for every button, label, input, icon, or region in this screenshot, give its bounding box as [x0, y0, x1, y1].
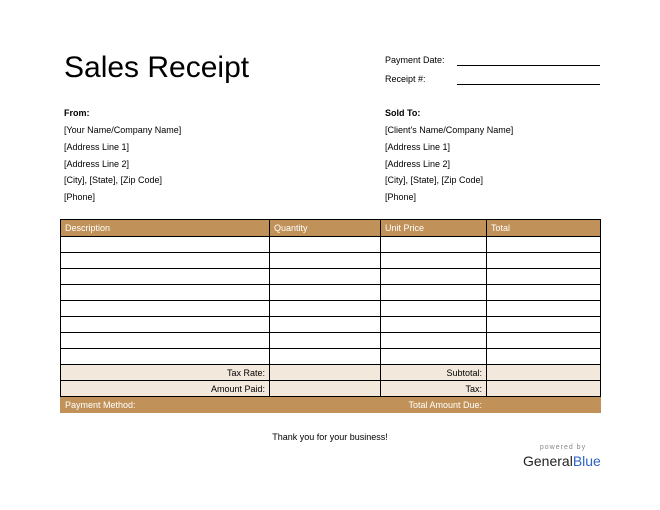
tax-subtotal-row	[61, 365, 601, 381]
unit-price-cell[interactable]	[381, 301, 487, 317]
sold-to-line: [Address Line 1]	[385, 142, 451, 152]
total-cell[interactable]	[487, 253, 601, 269]
sold-to-heading: Sold To:	[385, 108, 421, 118]
quantity-cell[interactable]	[270, 349, 381, 365]
sold-to-line: [City], [State], [Zip Code]	[385, 175, 484, 185]
total-cell[interactable]	[487, 333, 601, 349]
table-row	[61, 317, 601, 333]
payment-method-value[interactable]	[270, 397, 381, 413]
from-line: [Address Line 1]	[64, 142, 130, 152]
quantity-cell[interactable]	[270, 237, 381, 253]
brand-name-blue: Blue	[572, 453, 601, 469]
from-line: [Your Name/Company Name]	[64, 125, 182, 135]
subtotal-label: Subtotal:	[381, 365, 487, 381]
quantity-cell[interactable]	[270, 285, 381, 301]
unit-price-cell[interactable]	[381, 317, 487, 333]
table-row	[61, 301, 601, 317]
sold-to-line: [Phone]	[385, 192, 417, 202]
description-cell[interactable]	[61, 237, 270, 253]
total-due-value[interactable]	[487, 397, 601, 413]
description-cell[interactable]	[61, 333, 270, 349]
brand-name-general: General	[523, 453, 573, 469]
table-row	[61, 285, 601, 301]
column-header-unit-price: Unit Price	[381, 220, 487, 237]
payment-date-label: Payment Date:	[385, 55, 445, 65]
unit-price-cell[interactable]	[381, 253, 487, 269]
table-row	[61, 349, 601, 365]
quantity-cell[interactable]	[270, 333, 381, 349]
description-cell[interactable]	[61, 317, 270, 333]
description-cell[interactable]	[61, 253, 270, 269]
receipt-number-label: Receipt #:	[385, 74, 426, 84]
subtotal-value[interactable]	[487, 365, 601, 381]
from-heading: From:	[64, 108, 90, 118]
unit-price-cell[interactable]	[381, 333, 487, 349]
total-cell[interactable]	[487, 301, 601, 317]
thank-you-note: Thank you for your business!	[272, 432, 388, 442]
tax-label: Tax:	[381, 381, 487, 397]
quantity-cell[interactable]	[270, 317, 381, 333]
from-line: [Phone]	[64, 192, 96, 202]
payment-date-field[interactable]	[457, 65, 600, 66]
description-cell[interactable]	[61, 301, 270, 317]
description-cell[interactable]	[61, 349, 270, 365]
tax-rate-value[interactable]	[270, 365, 381, 381]
receipt-number-field[interactable]	[457, 84, 600, 85]
unit-price-cell[interactable]	[381, 269, 487, 285]
tax-value[interactable]	[487, 381, 601, 397]
sold-to-line: [Client's Name/Company Name]	[385, 125, 514, 135]
quantity-cell[interactable]	[270, 269, 381, 285]
total-due-label: Total Amount Due:	[381, 397, 487, 413]
paid-tax-row	[61, 381, 601, 397]
items-table	[60, 219, 601, 413]
unit-price-cell[interactable]	[381, 285, 487, 301]
payment-method-label: Payment Method:	[61, 397, 270, 413]
unit-price-cell[interactable]	[381, 237, 487, 253]
quantity-cell[interactable]	[270, 253, 381, 269]
powered-by-label: powered by	[539, 444, 587, 451]
brand-logo	[523, 453, 601, 469]
amount-paid-value[interactable]	[270, 381, 381, 397]
column-header-description: Description	[61, 220, 270, 237]
quantity-cell[interactable]	[270, 301, 381, 317]
table-row	[61, 253, 601, 269]
table-row	[61, 333, 601, 349]
table-header-row	[61, 220, 601, 237]
unit-price-cell[interactable]	[381, 349, 487, 365]
total-cell[interactable]	[487, 269, 601, 285]
column-header-quantity: Quantity	[270, 220, 381, 237]
page-title: Sales Receipt	[64, 51, 250, 84]
tax-rate-label: Tax Rate:	[61, 365, 270, 381]
from-line: [Address Line 2]	[64, 159, 130, 169]
table-row	[61, 237, 601, 253]
sold-to-line: [Address Line 2]	[385, 159, 451, 169]
payment-footer-row	[61, 397, 601, 413]
total-cell[interactable]	[487, 237, 601, 253]
total-cell[interactable]	[487, 285, 601, 301]
column-header-total: Total	[487, 220, 601, 237]
description-cell[interactable]	[61, 285, 270, 301]
total-cell[interactable]	[487, 317, 601, 333]
total-cell[interactable]	[487, 349, 601, 365]
amount-paid-label: Amount Paid:	[61, 381, 270, 397]
table-row	[61, 269, 601, 285]
from-line: [City], [State], [Zip Code]	[64, 175, 163, 185]
description-cell[interactable]	[61, 269, 270, 285]
